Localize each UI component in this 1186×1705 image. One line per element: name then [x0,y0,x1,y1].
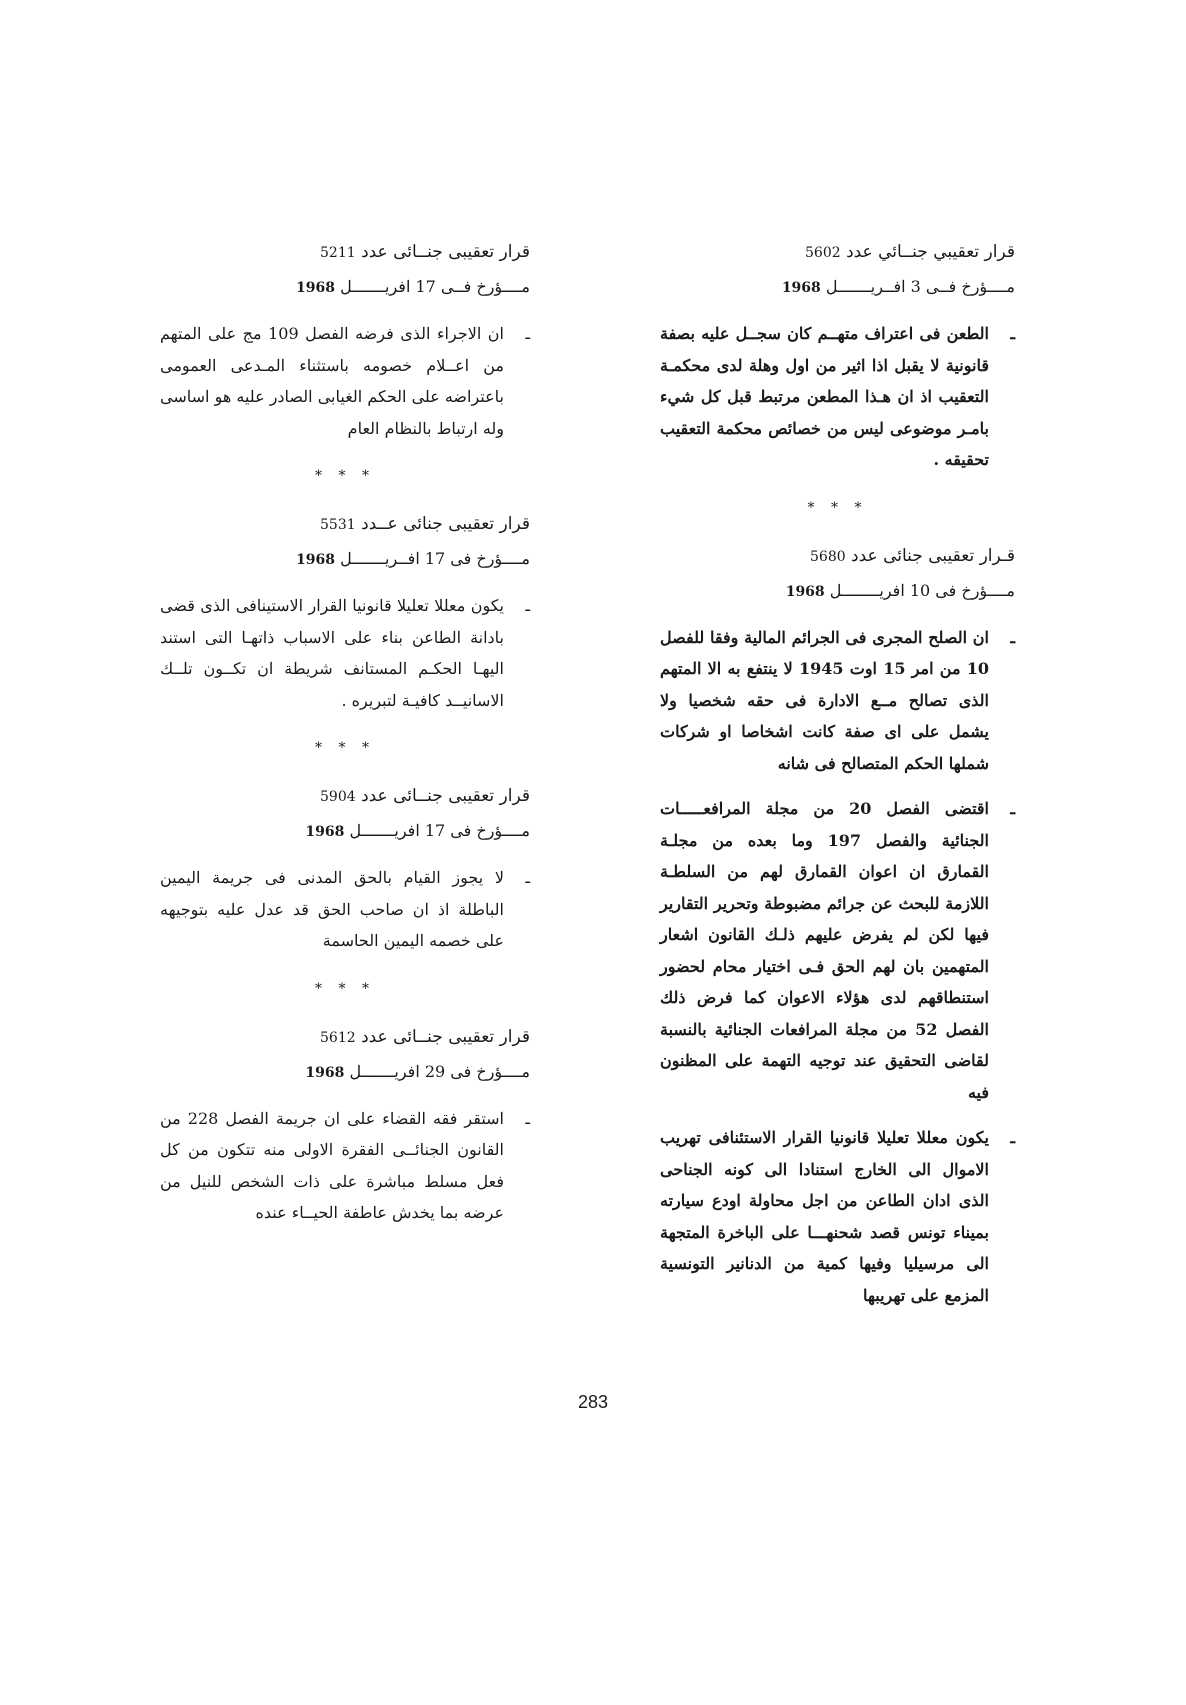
decision-5904 [160,784,530,957]
decision-date: مــــؤرخ فــى 17 افريـــــــل 1968 [296,277,530,296]
dash-marker: ـ [525,596,530,615]
decision-5211 [160,240,530,444]
decision-number: 5602 [805,245,841,261]
separator: * * * [807,499,868,516]
decision-paragraph: ـ ان الاجراء الذى فرضه الفصل 109 مج على المتهم من اعــلام خصومه باستثناء المـدعى العمومى باعتراضه على الحكم الغيابى الصادر عليه هو اساسى وله ارتباط بالنظام العام [160,318,530,444]
decision-paragraph: ـ يكون معللا تعليلا قانونيا القرار الاستينافى الذى قضى بادانة الطاعن بناء على الاسباب ذاتهـا التى استند اليهـا الحكـم المستانف شريطة ان تكــون تلــك الاسانيــد كافيـة لتبريره . [160,590,530,716]
decision-number: 5211 [320,245,356,261]
right-column [660,240,1015,1325]
decision-title: قرار تعقيبي جنــائي عدد 5602 [805,242,1015,262]
decision-paragraph: ـ لا يجوز القيام بالحق المدنى فى جريمة اليمين الباطلة اذ ان صاحب الحق قد عدل عليه بتوجيهه على خصمه اليمين الحاسمة [160,862,530,957]
dash-marker: ـ [1010,324,1015,343]
dash-marker: ـ [525,868,530,887]
page-number: 283 [577,1392,609,1412]
dash-marker: ـ [1010,1128,1015,1147]
separator: * * * [315,980,375,997]
dash-marker: ـ [525,324,530,343]
decision-year: 1968 [296,280,335,296]
decision-5531 [160,512,530,716]
decision-year: 1968 [785,583,825,600]
left-column [160,240,530,1243]
decision-paragraph: ـ الطعن فى اعتراف متهــم كان سجــل عليه بصفة قانونية لا يقبل اذا اثير من اول وهلة لدى محكمـة التعقيب اذ ان هـذا المطعن مرتبط قبل كل شيء بامـر موضوعى ليس من خصائص محكمة التعقيب تحقيقه . [660,318,1015,476]
decision-year: 1968 [305,824,345,840]
decision-year: 1968 [781,280,821,296]
decision-5612 [160,1025,530,1229]
decision-5602 [660,240,1015,476]
decision-paragraph: ـ اقتضى الفصل 20 من مجلة المرافعـــــات الجنائية والفصل 197 وما بعده من مجلـة القمارق ان اعوان القمارق لهم من السلطـة اللازمة للبحث عن جرائم مضبوطة وتحرير التقارير فيها لكن لم يفرض عليهم ذلـك القانون اشعار المتهمين بان لهم الحق فـى اختيار محام لحضور استنطاقهم لدى هؤلاء الاعوان كما فرض ذلك الفصل 52 من مجلة المرافعات الجنائية بالنسبة لقاضى التحقيق عند توجيه التهمة على المظنون فيه [660,793,1015,1108]
decision-paragraph: ـ استقر فقه القضاء على ان جريمة الفصل 228 من القانون الجنائــى الفقرة الاولى منه تتكون من كل فعل مسلط مباشرة على ذات الشخص للنيل من عرضه بما يخدش عاطفة الحيــاء عنده [160,1103,530,1229]
decision-number: 5531 [320,517,356,533]
decision-number: 5612 [320,1029,356,1046]
decision-year: 1968 [296,552,335,568]
dash-marker: ـ [1010,627,1015,647]
dash-marker: ـ [525,1108,530,1128]
separator: * * * [315,740,375,756]
decision-date: مــــؤرخ فى 17 افــريـــــــل 1968 [296,549,530,568]
decision-title: قـرار تعقيبى جنائى عدد 5680 [810,545,1015,566]
decision-date: مــــؤرخ فى 10 افريــــــــل 1968 [785,580,1015,600]
dash-marker: ـ [1010,799,1015,818]
decision-number: 5904 [320,789,356,805]
decision-date: مــــؤرخ فى 29 افريـــــــل 1968 [305,1061,530,1081]
decision-year: 1968 [305,1064,345,1081]
decision-title: قرار تعقيبى جنائى عــدد 5531 [320,514,530,534]
decision-title: قرار تعقيبى جنــائى عدد 5904 [320,786,530,806]
decision-date: مــــؤرخ فــى 3 افــريـــــــل 1968 [781,277,1015,296]
decision-title: قرار تعقيبى جنــائى عدد 5612 [320,1026,530,1047]
decision-paragraph: ـ ان الصلح المجرى فى الجرائم المالية وفقا للفصل 10 من امر 15 اوت 1945 لا ينتفع به الا المتهم الذى تصالح مــع الادارة فى حقه شخصيا ولا يشمل على اى صفة كانت اشخاصا او شركات شملها الحكم المتصالح فى شانه [660,622,1015,780]
decision-number: 5680 [810,548,846,565]
decision-title: قرار تعقيبى جنــائى عدد 5211 [320,242,530,262]
separator: * * * [315,468,375,484]
decision-paragraph: ـ يكون معللا تعليلا قانونيا القرار الاستئنافى تهريب الاموال الى الخارج استنادا الى كونه الجناحى الذى ادان الطاعن من اجل محاولة اودع سيارته بميناء تونس قصد شحنهـــا على الباخرة المتجهة الى مرسيليا وفيها كمية من الدنانير التونسية المزمع على تهريبها [660,1122,1015,1311]
decision-date: مــــؤرخ فى 17 افريـــــــل 1968 [305,821,530,840]
decision-5680 [660,544,1015,1312]
